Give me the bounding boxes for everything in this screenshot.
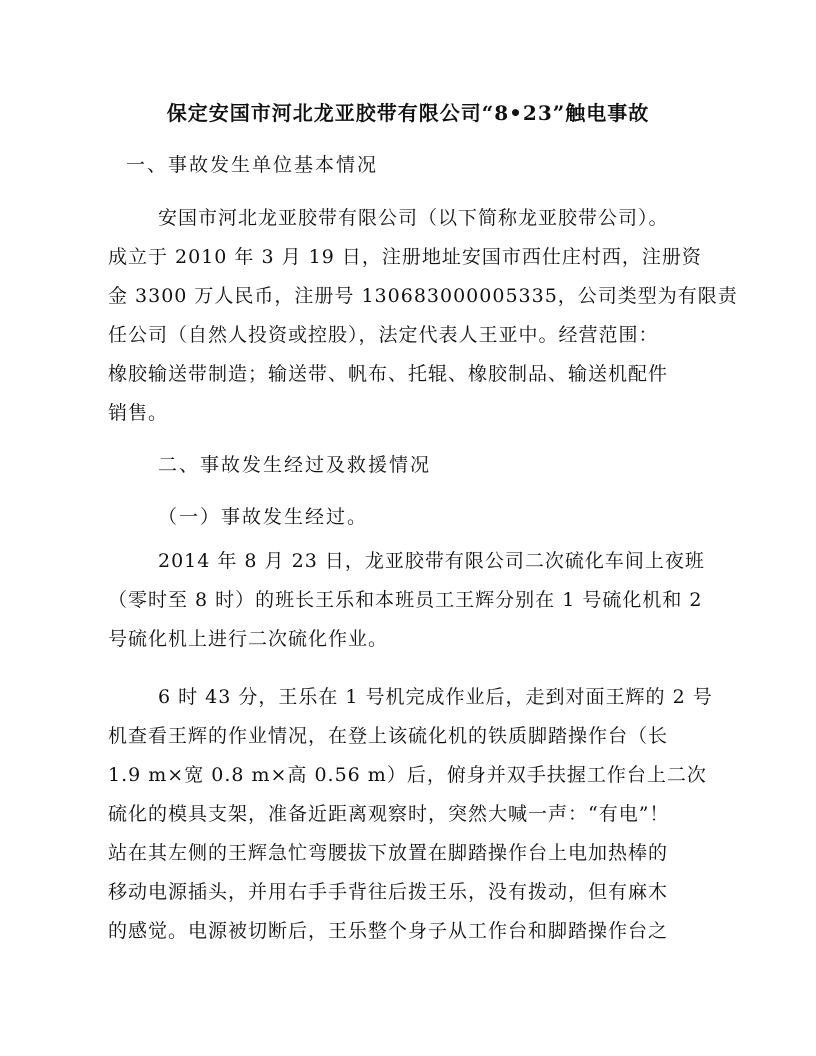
paragraph-line: 任公司（自然人投资或控股），法定代表人王亚中。经营范围：	[108, 324, 659, 346]
accident-paragraph-1	[108, 542, 708, 659]
paragraph-line: （零时至 8 时）的班长王乐和本班员工王辉分别在 1 号硫化机和 2	[108, 589, 703, 611]
paragraph-line: 的感觉。电源被切断后，王乐整个身子从工作台和脚踏操作台之	[108, 920, 669, 942]
section-2-heading: 二、事故发生经过及救援情况	[158, 454, 432, 476]
paragraph-line: 橡胶输送带制造；输送带、帆布、托辊、橡胶制品、输送机配件	[108, 363, 669, 385]
paragraph-line: 硫化的模具支架，准备近距离观察时，突然大喊一声：“有电”！	[108, 803, 670, 825]
paragraph-line: 号硫化机上进行二次硫化作业。	[108, 628, 389, 650]
section-1-heading: 一、事故发生单位基本情况	[126, 154, 379, 176]
paragraph-line: 成立于 2010 年 3 月 19 日，注册地址安国市西仕庄村西，注册资	[108, 246, 702, 268]
subsection-1-heading: （一）事故发生经过。	[158, 506, 369, 528]
paragraph-line: 金 3300 万人民币，注册号 130683000005335，公司类型为有限责	[108, 285, 738, 307]
accident-paragraph-2	[108, 678, 713, 951]
paragraph-line: 6 时 43 分，王乐在 1 号机完成作业后，走到对面王辉的 2 号	[158, 686, 713, 708]
section-1-paragraph	[108, 199, 738, 433]
document-title: 保定安国市河北龙亚胶带有限公司“8•23”触电事故	[166, 101, 650, 125]
paragraph-line: 2014 年 8 月 23 日，龙亚胶带有限公司二次硫化车间上夜班	[158, 550, 705, 572]
paragraph-line: 移动电源插头，并用右手手背往后拨王乐，没有拨动，但有麻木	[108, 881, 669, 903]
paragraph-line: 机查看王辉的作业情况，在登上该硫化机的铁质脚踏操作台（长	[108, 725, 669, 747]
paragraph-line: 安国市河北龙亚胶带有限公司（以下简称龙亚胶带公司）。	[158, 207, 669, 229]
paragraph-line: 销售。	[108, 402, 169, 424]
paragraph-line: 1.9 m×宽 0.8 m×高 0.56 m）后，俯身并双手扶握工作台上二次	[108, 764, 707, 786]
paragraph-line: 站在其左侧的王辉急忙弯腰拔下放置在脚踏操作台上电加热棒的	[108, 842, 669, 864]
